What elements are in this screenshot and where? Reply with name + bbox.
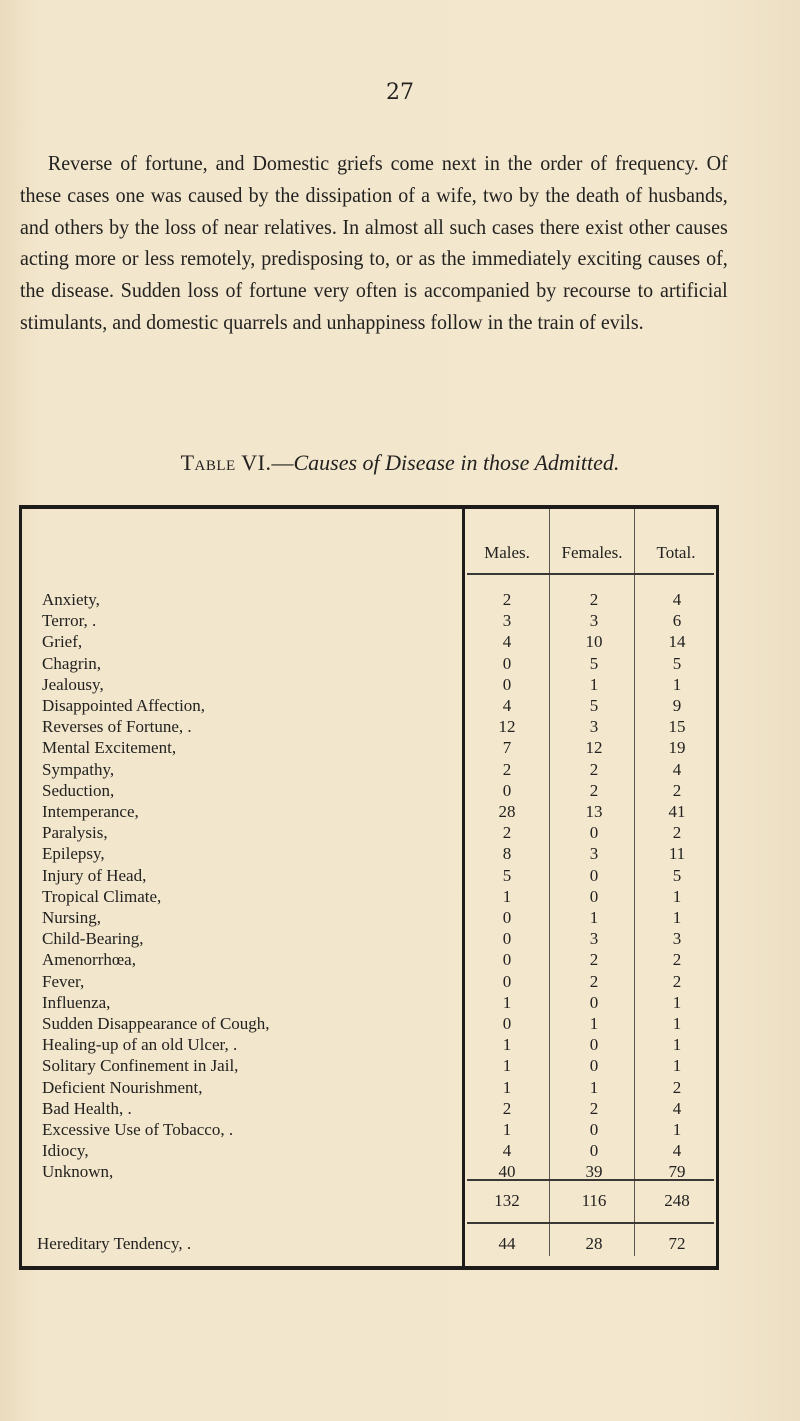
row-females: 1 <box>589 1014 599 1033</box>
row-males: 0 <box>502 950 512 970</box>
row-total: 4 <box>672 1141 682 1161</box>
table-row <box>22 928 716 949</box>
row-total: 1 <box>672 1120 682 1139</box>
row-label: Sudden Disappearance of Cough, <box>42 1014 270 1033</box>
row-males: 2 <box>502 759 512 779</box>
row-males: 1 <box>502 1035 512 1055</box>
row-label: Injury of Head, <box>42 865 147 885</box>
row-males: 0 <box>502 971 512 991</box>
row-label: Chagrin, <box>42 653 102 673</box>
row-males: 4 <box>502 696 512 715</box>
header-males: Males. <box>484 543 530 562</box>
row-label: Anxiety, <box>42 590 100 609</box>
row-males: 3 <box>502 611 512 631</box>
row-females: 0 <box>589 865 599 885</box>
causes-table <box>19 505 719 1270</box>
row-males: 2 <box>502 590 512 609</box>
row-label: Fever, <box>42 971 85 991</box>
row-label: Healing-up of an old Ulcer, . <box>42 1035 238 1055</box>
table-row <box>22 716 716 737</box>
row-label: Disappointed Affection, <box>42 696 206 715</box>
hereditary-row <box>22 1233 716 1254</box>
row-label: Terror, . <box>42 611 97 631</box>
row-females: 1 <box>589 1077 599 1097</box>
row-females: 3 <box>589 929 599 949</box>
row-label: Unknown, <box>42 1162 114 1182</box>
row-label: Amenorrhœa, <box>42 950 136 970</box>
table-row <box>22 737 716 758</box>
table-row <box>22 1161 716 1182</box>
row-total: 1 <box>672 1014 682 1033</box>
row-total: 79 <box>668 1162 686 1182</box>
row-total: 5 <box>672 865 682 885</box>
total-females: 116 <box>581 1191 607 1210</box>
row-label: Mental Excitement, <box>42 738 177 758</box>
row-label: Bad Health, . <box>42 1098 132 1118</box>
row-total: 19 <box>668 738 686 758</box>
header-rule <box>467 573 714 575</box>
row-males: 28 <box>498 802 516 821</box>
table-row <box>22 695 716 716</box>
body-paragraph <box>20 148 728 339</box>
table-row <box>22 653 716 674</box>
table-row <box>22 886 716 907</box>
row-label: Jealousy, <box>42 674 104 694</box>
row-females: 0 <box>589 1056 599 1076</box>
row-total: 4 <box>672 590 682 609</box>
row-females: 2 <box>589 950 599 970</box>
row-total: 1 <box>672 1056 682 1076</box>
row-label: Child-Bearing, <box>42 929 144 949</box>
row-males: 0 <box>502 674 512 694</box>
row-females: 0 <box>589 1141 599 1161</box>
row-males: 2 <box>502 823 512 843</box>
totals-row <box>22 1190 716 1211</box>
row-total: 2 <box>672 780 682 800</box>
table-row <box>22 971 716 992</box>
row-males: 0 <box>502 929 512 949</box>
table-row <box>22 631 716 652</box>
row-males: 0 <box>502 1014 512 1033</box>
row-males: 5 <box>502 865 512 885</box>
row-males: 0 <box>502 908 512 927</box>
row-label: Reverses of Fortune, . <box>42 717 192 737</box>
total-total: 248 <box>664 1191 690 1210</box>
row-label: Paralysis, <box>42 823 108 843</box>
table-row <box>22 865 716 886</box>
table-row <box>22 610 716 631</box>
table-row <box>22 1013 716 1034</box>
row-females: 2 <box>589 971 599 991</box>
row-label: Idiocy, <box>42 1141 89 1161</box>
table-row <box>22 1055 716 1076</box>
row-total: 2 <box>672 950 682 970</box>
row-total: 4 <box>672 1098 682 1118</box>
row-males: 40 <box>498 1162 516 1182</box>
table-row <box>22 674 716 695</box>
row-total: 1 <box>672 674 682 694</box>
row-label: Solitary Confinement in Jail, <box>42 1056 239 1076</box>
row-label: Sympathy, <box>42 759 115 779</box>
row-females: 2 <box>589 590 599 609</box>
row-males: 1 <box>502 886 512 906</box>
row-total: 5 <box>672 653 682 673</box>
table-row <box>22 822 716 843</box>
row-females: 10 <box>585 632 603 652</box>
table-caption <box>0 450 800 476</box>
table-row <box>22 843 716 864</box>
row-females: 0 <box>589 1120 599 1139</box>
row-males: 4 <box>502 1141 512 1161</box>
row-males: 1 <box>502 1120 512 1139</box>
table-title: Causes of Disease in those Admitted. <box>293 450 620 475</box>
paragraph-text: Reverse of fortune, and Domestic griefs come next in the order of frequency. Of these cases one was caused by the dissipation of a wife, two by the death of husbands, and others by the loss of near relatives. In almost all such cases there exist other causes acting more or less remotely, predisposing to, or as the immediately exciting causes of, the disease. Sudden loss of fortune very often is accompanied by recourse to artificial stimulants, and domestic quarrels and unhappiness follow in the train of evils. <box>20 151 728 334</box>
row-males: 2 <box>502 1098 512 1118</box>
row-label: Excessive Use of Tobacco, . <box>42 1120 234 1139</box>
row-total: 14 <box>668 632 686 652</box>
table-row <box>22 1098 716 1119</box>
table-row <box>22 589 716 610</box>
table-row <box>22 759 716 780</box>
row-total: 1 <box>672 1035 682 1055</box>
row-label: Deficient Nourishment, <box>42 1077 203 1097</box>
row-total: 1 <box>672 992 682 1012</box>
table-row <box>22 1034 716 1055</box>
row-total: 2 <box>672 1077 682 1097</box>
row-males: 0 <box>502 653 512 673</box>
row-males: 1 <box>502 1056 512 1076</box>
row-females: 0 <box>589 886 599 906</box>
row-total: 11 <box>668 844 686 864</box>
row-label: Intemperance, <box>42 802 139 821</box>
total-males: 132 <box>494 1191 520 1210</box>
row-total: 3 <box>672 929 682 949</box>
row-males: 8 <box>502 844 512 864</box>
row-males: 1 <box>502 1077 512 1097</box>
table-row <box>22 907 716 928</box>
row-total: 1 <box>672 908 682 927</box>
row-label: Influenza, <box>42 992 111 1012</box>
row-females: 1 <box>589 674 599 694</box>
row-label: Epilepsy, <box>42 844 105 864</box>
row-total: 1 <box>672 886 682 906</box>
totals-rule <box>467 1222 714 1224</box>
row-total: 15 <box>668 717 686 737</box>
row-females: 5 <box>589 653 599 673</box>
row-females: 12 <box>585 738 603 758</box>
header-total: Total. <box>656 543 696 562</box>
header-females: Females. <box>561 543 623 562</box>
row-males: 7 <box>502 738 512 758</box>
row-label: Grief, <box>42 632 83 652</box>
table-row <box>22 780 716 801</box>
row-females: 5 <box>589 696 599 715</box>
row-females: 2 <box>589 780 599 800</box>
table-row <box>22 949 716 970</box>
row-total: 9 <box>672 696 682 715</box>
row-total: 41 <box>668 802 686 821</box>
row-males: 0 <box>502 780 512 800</box>
table-row <box>22 1140 716 1161</box>
table-number: Table VI. <box>180 450 272 475</box>
row-females: 13 <box>585 802 603 821</box>
row-males: 12 <box>498 717 516 737</box>
row-females: 3 <box>589 844 599 864</box>
row-label: Seduction, <box>42 780 115 800</box>
row-females: 28 <box>585 1234 603 1253</box>
table-row <box>22 801 716 822</box>
row-total: 72 <box>668 1234 686 1253</box>
page-number: 27 <box>386 80 414 105</box>
row-females: 3 <box>589 717 599 737</box>
row-males: 4 <box>502 632 512 652</box>
row-label: Tropical Climate, <box>42 886 162 906</box>
title-dash: — <box>271 450 294 475</box>
row-females: 1 <box>589 908 599 927</box>
row-females: 2 <box>589 759 599 779</box>
row-label: Hereditary Tendency, . <box>37 1234 192 1253</box>
row-females: 0 <box>589 992 599 1012</box>
row-females: 39 <box>585 1162 603 1182</box>
row-males: 44 <box>498 1234 516 1253</box>
row-total: 2 <box>672 823 682 843</box>
row-label: Nursing, <box>42 908 102 927</box>
row-females: 3 <box>589 611 599 631</box>
table-row <box>22 1119 716 1140</box>
row-total: 6 <box>672 611 682 631</box>
table-row <box>22 992 716 1013</box>
row-females: 2 <box>589 1098 599 1118</box>
row-females: 0 <box>589 1035 599 1055</box>
table-row <box>22 1077 716 1098</box>
row-total: 2 <box>672 971 682 991</box>
row-males: 1 <box>502 992 512 1012</box>
row-females: 0 <box>589 823 599 843</box>
row-total: 4 <box>672 759 682 779</box>
